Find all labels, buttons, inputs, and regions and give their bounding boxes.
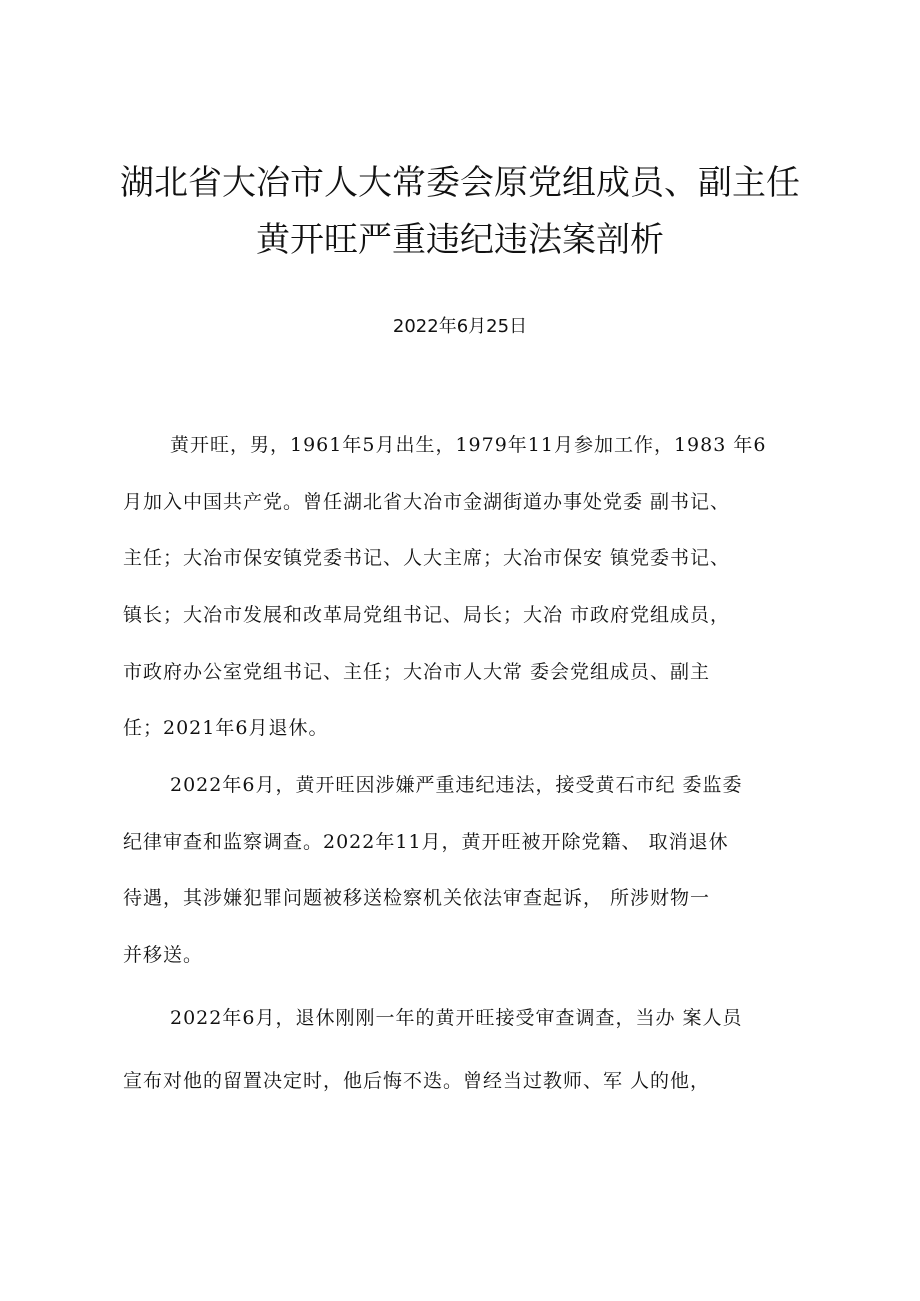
- paragraph-line: 宣布对他的留置决定时，他后悔不迭。曾经当过教师、军 人的他，: [123, 1070, 711, 1092]
- paragraph-line: 并移送。: [123, 944, 204, 966]
- paragraph-line: 市政府办公室党组书记、主任；大冶市人大常 委会党组成员、副主: [123, 661, 711, 683]
- paragraph-line: 黄开旺，男，1961年5月出生，1979年11月参加工作，1983 年6: [170, 434, 767, 456]
- paragraph-line: 主任；大冶市保安镇党委书记、人大主席；大冶市保安 镇党委书记、: [123, 547, 731, 569]
- publish-date: 2022年6月25日: [392, 316, 528, 337]
- paragraph-line: 2022年6月，退休刚刚一年的黄开旺接受审查调查，当办 案人员: [170, 1007, 743, 1029]
- paragraph-line: 待遇，其涉嫌犯罪问题被移送检察机关依法审查起诉， 所涉财物一: [123, 887, 711, 909]
- paragraph-line: 2022年6月，黄开旺因涉嫌严重违纪违法，接受黄石市纪 委监委: [170, 774, 743, 796]
- paragraph-line: 镇长；大冶市发展和改革局党组书记、局长；大冶 市政府党组成员，: [123, 604, 731, 626]
- paragraph-line: 纪律审查和监察调查。2022年11月，黄开旺被开除党籍、 取消退休: [123, 831, 729, 853]
- title-line-1: 湖北省大冶市人大常委会原党组成员、副主任: [120, 163, 800, 203]
- paragraph-line: 任；2021年6月退休。: [123, 717, 329, 739]
- paragraph-line: 月加入中国共产党。曾任湖北省大冶市金湖街道办事处党委 副书记、: [123, 491, 731, 513]
- title-line-2: 黄开旺严重违纪违法案剖析: [256, 220, 664, 260]
